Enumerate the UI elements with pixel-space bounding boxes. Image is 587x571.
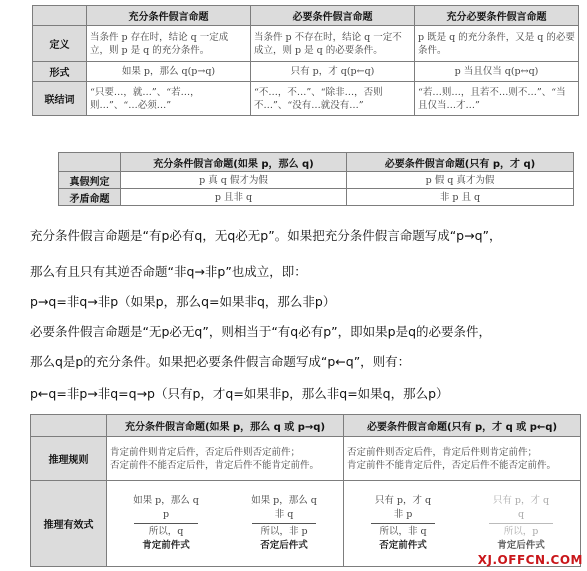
rule-necessary-line-2: 肯定前件不能肯定后件，否定后件不能否定前件。 <box>347 459 557 471</box>
affirm-consequent-premise: 只有 p，才 q <box>492 495 550 506</box>
modus-ponens-minor: p <box>162 509 170 520</box>
modus-tollens-divider <box>252 523 316 524</box>
definition-both: p 既是 q 的充分条件，又是 q 的必要条件。 <box>415 26 579 62</box>
deny-antecedent-conclusion: 所以，非 q <box>379 526 427 537</box>
affirm-consequent-conclusion: 所以，p <box>503 526 539 537</box>
table3-header-necessary: 必要条件假言命题(只有 p，才 q 或 p←q) <box>344 415 581 437</box>
paragraph-necessary-rule: 必要条件假言命题是“无p必无q”，则相当于“有q必有p”，即如果p是q的必要条件， <box>30 324 492 339</box>
table1-header-both: 充分必要条件假言命题 <box>415 6 579 26</box>
truth-necessary: p 假 q 真才为假 <box>347 172 574 189</box>
affirm-consequent-minor: q <box>517 509 525 520</box>
rule-necessary-line-1: 否定前件则否定后件，肯定后件则肯定前件； <box>347 446 538 458</box>
paragraph-contrapositive: 那么有且只有其逆否命题“非q→非p”也成立，即： <box>30 264 307 279</box>
affirm-consequent <box>489 494 553 553</box>
table1-corner <box>33 6 87 26</box>
rule-sufficient <box>107 437 344 481</box>
modus-ponens <box>133 494 199 553</box>
contradiction-sufficient: p 且非 q <box>121 189 347 206</box>
table1-header-necessary: 必要条件假言命题 <box>251 6 415 26</box>
connective-sufficient: “只要…，就…”、“若…，则…”、“…必须…” <box>87 82 251 116</box>
modus-ponens-premise: 如果 p，那么 q <box>133 495 199 506</box>
table2-corner <box>59 153 121 172</box>
formula-sufficient: p→q=非q→非p（如果p，那么q=如果非q，那么非p） <box>30 294 336 309</box>
formula-necessary: p←q=非p→非q=q→p（只有p，才q=如果非p，那么非q=如果q，那么p） <box>30 386 449 401</box>
condition-definition-table <box>32 5 579 116</box>
deny-antecedent-premise: 只有 p，才 q <box>374 495 432 506</box>
valid-forms-sufficient <box>107 481 344 567</box>
contradiction-necessary: 非 p 且 q <box>347 189 574 206</box>
paragraph-necessary-conversion: 那么q是p的充分条件。如果把必要条件假言命题写成“p←q”，则有： <box>30 354 411 369</box>
affirm-consequent-divider <box>489 523 553 524</box>
deny-antecedent-name: 否定前件式 <box>379 540 427 551</box>
connective-both: “若…则…，且若不…则不…”、“当且仅当…才…” <box>415 82 579 116</box>
definition-necessary: 当条件 p 不存在时，结论 q 一定不成立，则 p 是 q 的必要条件。 <box>251 26 415 62</box>
paragraph-sufficient-rule: 充分条件假言命题是“有p必有q，无q必无p”。如果把充分条件假言命题写成“p→q”， <box>30 228 502 243</box>
site-watermark: XJ.OFFCN.COM <box>477 553 583 567</box>
row-label-connective: 联结词 <box>33 82 87 116</box>
affirm-consequent-name: 肯定后件式 <box>497 540 545 551</box>
table2-header-necessary: 必要条件假言命题(只有 p，才 q) <box>347 153 574 172</box>
inference-rules-table <box>30 414 581 567</box>
table3-corner <box>31 415 107 437</box>
modus-tollens-name: 否定后件式 <box>260 540 308 551</box>
modus-ponens-conclusion: 所以，q <box>148 526 184 537</box>
modus-ponens-name: 肯定前件式 <box>142 540 190 551</box>
modus-ponens-divider <box>134 523 198 524</box>
table1-header-sufficient: 充分条件假言命题 <box>87 6 251 26</box>
form-necessary: 只有 p，才 q(p←q) <box>251 62 415 82</box>
deny-antecedent-minor: 非 p <box>393 509 413 520</box>
row-label-definition: 定义 <box>33 26 87 62</box>
rule-sufficient-line-1: 肯定前件则肯定后件，否定后件则否定前件； <box>110 446 301 458</box>
modus-tollens <box>251 494 317 553</box>
row-label-form: 形式 <box>33 62 87 82</box>
table2-header-sufficient: 充分条件假言命题(如果 p，那么 q) <box>121 153 347 172</box>
connective-necessary: “不…，不…”、“除非…，否则不…”、“没有…就没有…” <box>251 82 415 116</box>
row-label-rule: 推理规则 <box>31 437 107 481</box>
modus-tollens-minor: 非 q <box>274 509 294 520</box>
modus-tollens-conclusion: 所以，非 p <box>260 526 308 537</box>
rule-necessary <box>344 437 581 481</box>
form-sufficient: 如果 p，那么 q(p→q) <box>87 62 251 82</box>
deny-antecedent <box>371 494 435 553</box>
definition-sufficient: 当条件 p 存在时，结论 q 一定成立，则 p 是 q 的充分条件。 <box>87 26 251 62</box>
row-label-truth: 真假判定 <box>59 172 121 189</box>
table3-header-sufficient: 充分条件假言命题(如果 p，那么 q 或 p→q) <box>107 415 344 437</box>
deny-antecedent-divider <box>371 523 435 524</box>
modus-tollens-premise: 如果 p，那么 q <box>251 495 317 506</box>
rule-sufficient-line-2: 否定前件不能否定后件，肯定后件不能肯定前件。 <box>110 459 320 471</box>
row-label-contradiction: 矛盾命题 <box>59 189 121 206</box>
truth-sufficient: p 真 q 假才为假 <box>121 172 347 189</box>
truth-judgment-table <box>58 152 574 206</box>
row-label-valid-forms: 推理有效式 <box>31 481 107 567</box>
form-both: p 当且仅当 q(p↔q) <box>415 62 579 82</box>
